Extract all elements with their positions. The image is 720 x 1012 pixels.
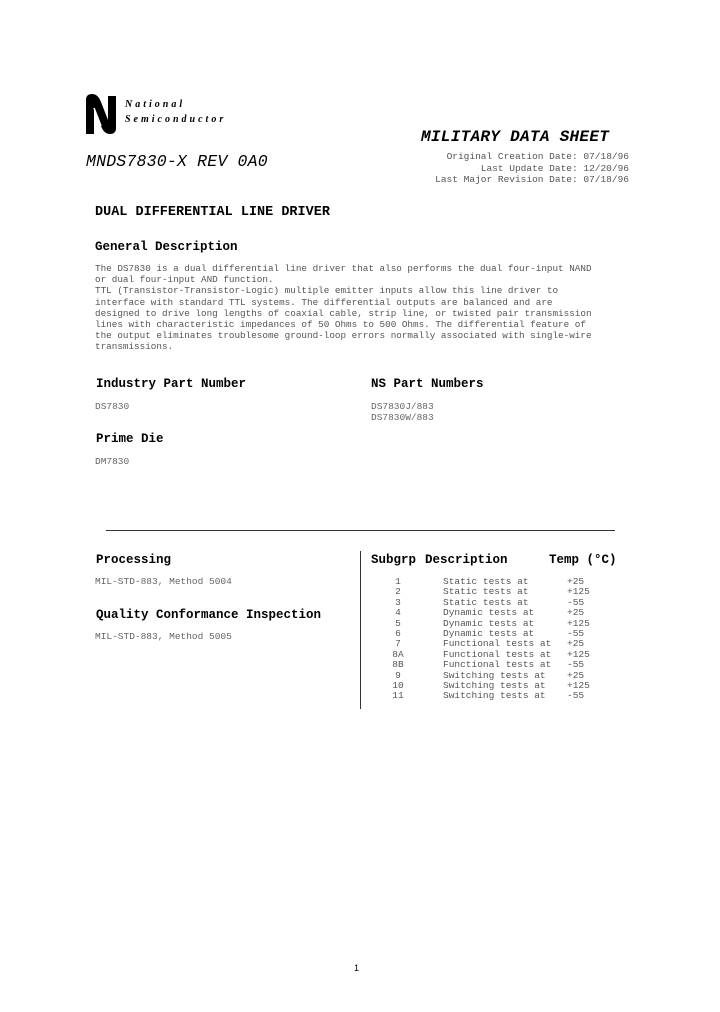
temp-cell: -55 bbox=[567, 690, 585, 702]
description-cell: Switching tests at bbox=[443, 690, 546, 702]
subgroup-cell: 8A bbox=[392, 648, 404, 660]
description-column-header: Description bbox=[425, 553, 508, 567]
processing-value: MIL-STD-883, Method 5004 bbox=[95, 576, 232, 587]
revision-dates bbox=[435, 151, 629, 186]
subgroup-cell: 6 bbox=[395, 628, 401, 640]
description-cell: Functional tests at bbox=[443, 638, 552, 650]
ns-part-numbers-heading: NS Part Numbers bbox=[371, 377, 484, 391]
prime-die-value: DM7830 bbox=[95, 456, 130, 467]
subgroup-cell: 4 bbox=[395, 607, 401, 619]
temp-cell: +125 bbox=[567, 648, 590, 660]
description-cell: Dynamic tests at bbox=[443, 607, 535, 619]
column-divider bbox=[360, 551, 361, 709]
table-row bbox=[371, 691, 607, 701]
subgroup-cell: 2 bbox=[395, 586, 401, 598]
ns-part-numbers-list bbox=[371, 402, 434, 423]
ns-part-number: DS7830J/883 bbox=[371, 401, 434, 412]
industry-part-number-heading: Industry Part Number bbox=[96, 377, 247, 391]
last-update-date: Last Update Date: 12/20/96 bbox=[480, 162, 629, 174]
general-description-heading: General Description bbox=[95, 240, 238, 254]
processing-heading: Processing bbox=[96, 553, 172, 567]
temp-column-header: Temp (°C) bbox=[549, 553, 617, 567]
temp-cell: -55 bbox=[567, 659, 585, 671]
part-title: MNDS7830-X REV 0A0 bbox=[86, 152, 268, 171]
subgroup-cell: 11 bbox=[392, 690, 404, 702]
description-cell: Switching tests at bbox=[443, 680, 546, 692]
subgroup-cell: 8B bbox=[392, 659, 404, 671]
quality-conformance-heading: Quality Conformance Inspection bbox=[96, 608, 322, 622]
industry-part-number-value: DS7830 bbox=[95, 401, 130, 412]
prime-die-heading: Prime Die bbox=[96, 432, 164, 446]
temp-cell: +25 bbox=[567, 669, 585, 681]
temp-cell: +25 bbox=[567, 576, 585, 587]
description-cell: Static tests at bbox=[443, 586, 529, 598]
temp-cell: -55 bbox=[567, 596, 585, 608]
ns-part-number: DS7830W/883 bbox=[371, 411, 434, 423]
temp-cell: +125 bbox=[567, 586, 590, 598]
main-title: DUAL DIFFERENTIAL LINE DRIVER bbox=[95, 205, 330, 220]
subgroup-cell: 7 bbox=[395, 638, 401, 650]
description-cell: Functional tests at bbox=[443, 648, 552, 660]
general-description-text: The DS7830 is a dual differential line driver that also performs the dual four-input NAND or dual four-input AND function. TTL (Transistor-Transistor-Logic) multiple emitter inputs allow this line driver to interface with standard TTL systems. The differential outputs are balanced and are designed to drive long lengths of coaxial cable, strip line, or twisted pair transmission lines with characteristic impedances of 50 Ohms to 500 Ohms. The differential feature of the output eliminates troublesome ground-loop errors normally associated with single-wire transmissions. bbox=[95, 263, 592, 353]
section-divider bbox=[106, 530, 615, 531]
subgroup-cell: 3 bbox=[395, 596, 401, 608]
subgroup-cell: 10 bbox=[392, 680, 404, 692]
description-cell: Dynamic tests at bbox=[443, 628, 535, 640]
quality-conformance-value: MIL-STD-883, Method 5005 bbox=[95, 631, 232, 642]
subgroup-cell: 5 bbox=[395, 617, 401, 629]
description-cell: Static tests at bbox=[443, 596, 529, 608]
subgroup-table bbox=[371, 577, 607, 702]
temp-cell: +125 bbox=[567, 617, 590, 629]
page-number: 1 bbox=[354, 963, 360, 973]
temp-cell: +25 bbox=[567, 638, 585, 650]
logo-line-semiconductor: Semiconductor bbox=[125, 114, 227, 125]
description-cell: Functional tests at bbox=[443, 659, 552, 671]
temp-cell: +25 bbox=[567, 607, 585, 619]
logo-line-national: National bbox=[125, 99, 186, 110]
temp-cell: +125 bbox=[567, 680, 590, 692]
description-cell: Dynamic tests at bbox=[443, 617, 535, 629]
subgroup-column-header: Subgrp bbox=[371, 553, 417, 567]
sheet-title: MILITARY DATA SHEET bbox=[421, 128, 610, 146]
subgroup-cell: 1 bbox=[395, 576, 401, 587]
temp-cell: -55 bbox=[567, 628, 585, 640]
subgroup-cell: 9 bbox=[395, 669, 401, 681]
description-cell: Switching tests at bbox=[443, 669, 546, 681]
national-semiconductor-logo-icon bbox=[82, 90, 122, 138]
original-creation-date: Original Creation Date: 07/18/96 bbox=[446, 151, 629, 162]
last-major-revision-date: Last Major Revision Date: 07/18/96 bbox=[435, 174, 629, 185]
description-cell: Static tests at bbox=[443, 576, 529, 587]
